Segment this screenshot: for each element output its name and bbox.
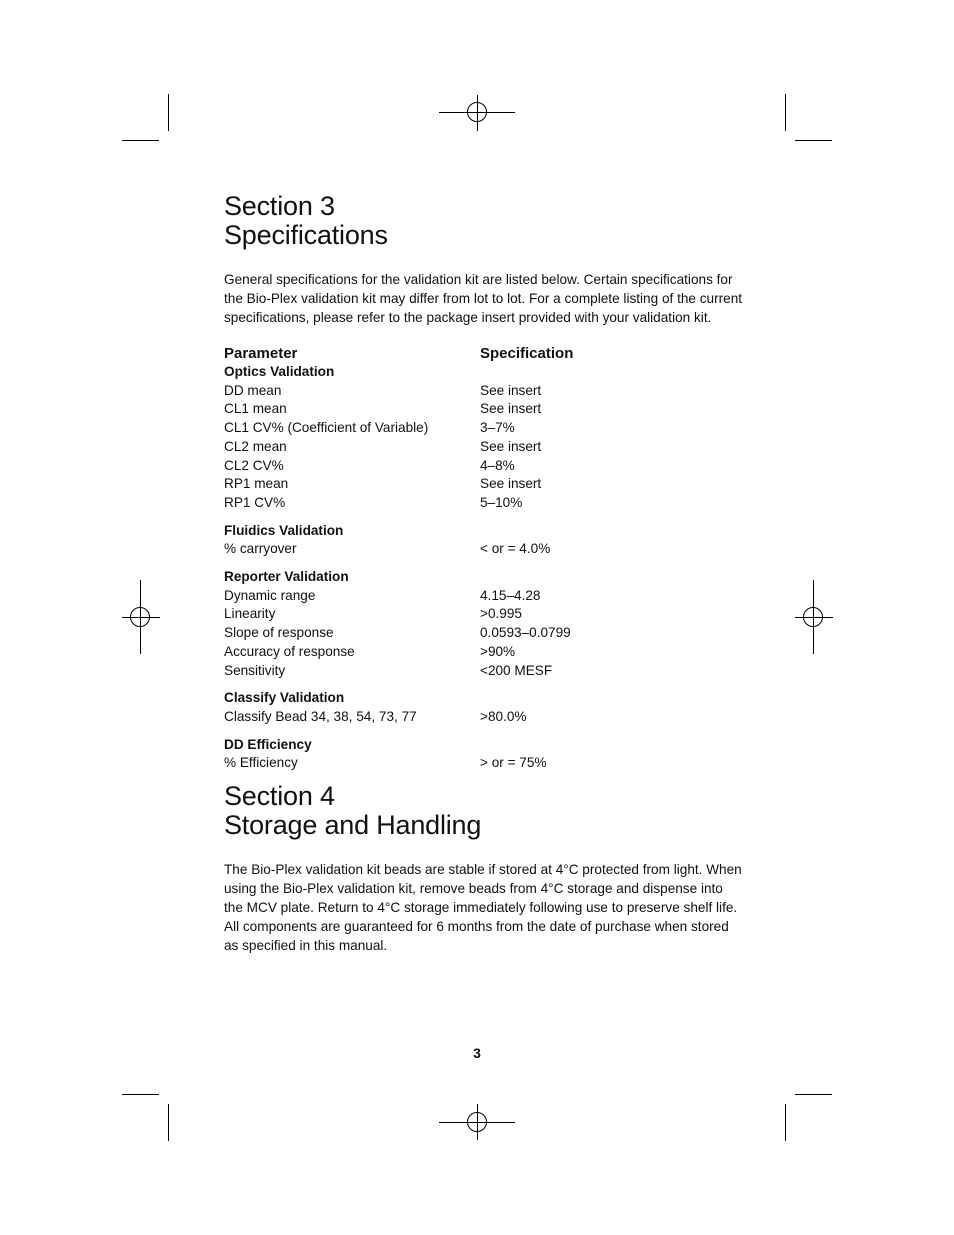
spec-row bbox=[224, 643, 744, 662]
spec-value: See insert bbox=[480, 438, 542, 454]
spec-group-title: Reporter Validation bbox=[224, 569, 349, 585]
spec-value: < or = 4.0% bbox=[480, 541, 551, 557]
spec-row bbox=[224, 708, 744, 727]
spec-table-header bbox=[224, 345, 744, 363]
spec-group bbox=[224, 568, 744, 680]
spec-parameter: Sensitivity bbox=[224, 662, 286, 678]
spec-parameter: Accuracy of response bbox=[224, 643, 355, 659]
spec-value: 4–8% bbox=[480, 457, 515, 473]
spec-row bbox=[224, 419, 744, 438]
spec-parameter: Linearity bbox=[224, 606, 276, 622]
spec-parameter: CL2 CV% bbox=[224, 457, 284, 473]
section-4-heading bbox=[224, 782, 744, 839]
spec-parameter: DD mean bbox=[224, 382, 282, 398]
spec-row bbox=[224, 438, 744, 457]
spec-value: See insert bbox=[480, 401, 542, 417]
spec-parameter: % Efficiency bbox=[224, 755, 298, 771]
spec-parameter: Classify Bead 34, 38, 54, 73, 77 bbox=[224, 708, 417, 724]
spec-value: See insert bbox=[480, 382, 542, 398]
spec-parameter: RP1 mean bbox=[224, 476, 289, 492]
spec-row bbox=[224, 457, 744, 476]
spec-value: 4.15–4.28 bbox=[480, 587, 541, 603]
spec-group bbox=[224, 736, 744, 773]
spec-value: <200 MESF bbox=[480, 662, 553, 678]
section-3-intro: General specifications for the validation kit are listed below. Certain specifications for the Bio-Plex validation kit may differ from lot to lot. For a complete listing of the current specifications, please refer to the package insert provided with your validation kit. bbox=[224, 272, 743, 325]
spec-row bbox=[224, 382, 744, 401]
spec-group-title: Fluidics Validation bbox=[224, 522, 344, 538]
spec-value: >80.0% bbox=[480, 708, 527, 724]
spec-value: >0.995 bbox=[480, 606, 522, 622]
spec-value: See insert bbox=[480, 476, 542, 492]
section-3-heading bbox=[224, 192, 744, 249]
spec-parameter: CL1 mean bbox=[224, 401, 287, 417]
spec-row bbox=[224, 662, 744, 681]
spec-parameter: % carryover bbox=[224, 541, 297, 557]
spec-row bbox=[224, 494, 744, 513]
section-4-title: Storage and Handling bbox=[224, 809, 482, 840]
spec-group bbox=[224, 522, 744, 559]
spec-row bbox=[224, 754, 744, 773]
spec-table bbox=[224, 363, 744, 773]
spec-group-title: DD Efficiency bbox=[224, 736, 312, 752]
spec-value: > or = 75% bbox=[480, 755, 547, 771]
section-3-number: Section 3 bbox=[224, 191, 335, 221]
spec-value: 5–10% bbox=[480, 494, 523, 510]
header-specification: Specification bbox=[480, 345, 574, 362]
spec-value: 3–7% bbox=[480, 420, 515, 436]
spec-value: 0.0593–0.0799 bbox=[480, 625, 571, 641]
spec-parameter: CL2 mean bbox=[224, 438, 287, 454]
header-parameter: Parameter bbox=[224, 345, 298, 362]
spec-row bbox=[224, 540, 744, 559]
spec-row bbox=[224, 587, 744, 606]
section-4-body: The Bio-Plex validation kit beads are stable if stored at 4°C protected from light. When using the Bio-Plex validation kit, remove beads from 4°C storage and dispense into the MCV plate. Return to 4°C storage immediately following use to preserve shelf life. All components are guaranteed for 6 months from the date of purchase when stored as specified in this manual. bbox=[224, 862, 742, 954]
spec-parameter: Dynamic range bbox=[224, 587, 316, 603]
spec-group bbox=[224, 689, 744, 726]
spec-group-title: Optics Validation bbox=[224, 364, 335, 379]
spec-parameter: CL1 CV% (Coefficient of Variable) bbox=[224, 420, 429, 436]
spec-row bbox=[224, 624, 744, 643]
spec-row bbox=[224, 400, 744, 419]
page-number: 3 bbox=[473, 1045, 481, 1061]
section-4-number: Section 4 bbox=[224, 781, 335, 812]
spec-parameter: Slope of response bbox=[224, 625, 334, 641]
spec-value: >90% bbox=[480, 643, 516, 659]
spec-parameter: RP1 CV% bbox=[224, 494, 286, 510]
spec-group-title: Classify Validation bbox=[224, 690, 345, 706]
page-content bbox=[224, 192, 744, 955]
spec-row bbox=[224, 475, 744, 494]
spec-group bbox=[224, 363, 744, 513]
section-3-title: Specifications bbox=[224, 219, 388, 250]
spec-row bbox=[224, 605, 744, 624]
